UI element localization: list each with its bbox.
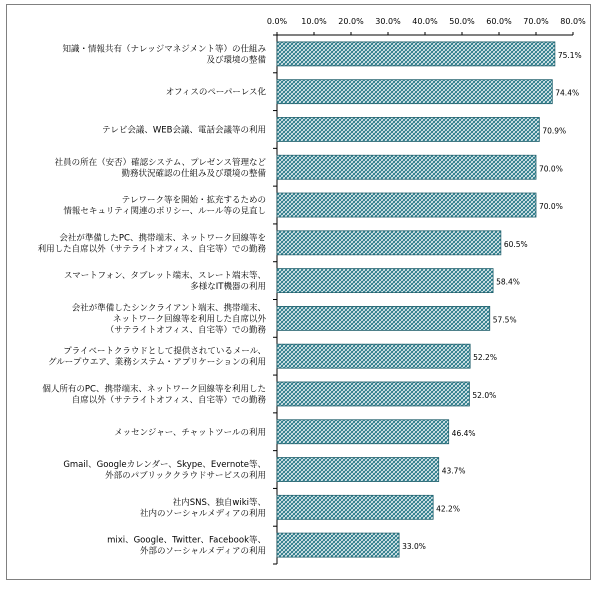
category-label-line: 情報セキュリティ関連のポリシー、ルール等の見直し (63, 206, 266, 217)
category-label-line: 会社が準備したPC、携帯端末、ネットワーク回線等を (59, 233, 266, 244)
value-label: 46.4% (451, 428, 476, 438)
bar (277, 458, 439, 482)
value-label: 43.7% (441, 466, 466, 476)
value-label: 58.4% (496, 277, 520, 287)
category-label (64, 270, 266, 292)
category-label-line: 社員の所在（安否）確認システム、プレゼンス管理など (54, 157, 266, 168)
x-tick-label: 50.0% (449, 17, 475, 26)
bar (277, 231, 501, 255)
category-label-line: プライベートクラウドとして提供されているメール、 (63, 346, 266, 357)
category-label-line: 勤務状況確認の仕組み及び環境の整備 (121, 168, 266, 179)
value-label: 70.0% (539, 164, 563, 174)
category-label (63, 459, 266, 481)
category-label (107, 535, 266, 557)
category-label-line: テレワーク等を開始・拡充するための (121, 195, 266, 206)
x-tick-label: 60.0% (486, 17, 512, 26)
x-tick-label: 30.0% (375, 17, 401, 26)
value-label: 75.1% (557, 50, 582, 60)
category-label (114, 427, 266, 438)
category-label-line: テレビ会議、WEB会議、電話会議等の利用 (102, 125, 266, 136)
category-label (63, 43, 267, 65)
category-label-line: 外部のソーシャルメディアの利用 (139, 546, 266, 557)
bar-layer (38, 42, 582, 557)
category-label-line: メッセンジャー、チャットツールの利用 (114, 427, 266, 438)
bar (277, 495, 433, 519)
bar (277, 533, 399, 557)
x-tick-label: 80.0% (560, 17, 586, 26)
value-label: 74.4% (555, 88, 580, 98)
category-label (55, 157, 267, 179)
category-label (38, 232, 267, 254)
bar (277, 382, 469, 406)
bar (277, 306, 490, 330)
value-label: 60.5% (503, 239, 528, 249)
value-label: 33.0% (402, 542, 426, 552)
category-label-line: Gmail、Googleカレンダー、Skype、Evernote等、 (63, 460, 266, 471)
category-label (48, 346, 266, 368)
category-label-line: 多様なIT機器の利用 (190, 282, 266, 293)
value-label: 70.0% (539, 202, 563, 212)
category-label-line: スマートフォン、タブレット端末、スレート端末等、 (63, 271, 266, 282)
category-label-line: 外部のパブリッククラウドサービスの利用 (105, 471, 266, 482)
x-tick-label: 10.0% (301, 17, 327, 26)
bar (277, 42, 555, 66)
bar (277, 193, 536, 217)
bar (277, 117, 539, 141)
category-label-line: 利用した自席以外（サテライトオフィス、自宅等）での勤務 (37, 244, 266, 255)
bar (277, 269, 493, 293)
value-label: 52.2% (473, 353, 497, 363)
category-label-line: 社内のソーシャルメディアの利用 (139, 508, 266, 519)
category-label-line: オフィスのペーパーレス化 (165, 87, 266, 98)
category-label-line: ネットワーク回線等を利用した自席以外 (112, 314, 266, 325)
category-label-line: （サテライトオフィス、自宅等）での勤務 (105, 325, 266, 336)
x-tick-label: 0.0% (266, 17, 288, 26)
x-tick-label: 70.0% (523, 17, 549, 26)
bar (277, 80, 552, 104)
category-label (63, 195, 266, 217)
x-tick-label: 40.0% (412, 17, 438, 26)
category-label (72, 302, 267, 335)
value-label: 70.9% (542, 126, 567, 136)
category-label-line: 及び環境の整備 (206, 55, 266, 66)
value-label: 42.2% (436, 504, 460, 514)
category-label (140, 497, 266, 519)
category-label-line: mixi、Google、Twitter、Facebook等、 (107, 535, 266, 546)
category-label (102, 124, 266, 135)
category-label-line: 知識・情報共有（ナレッジマネジメント等）の仕組み (62, 44, 266, 55)
category-label-line: 自席以外（サテライトオフィス、自宅等）での勤務 (71, 395, 266, 406)
bar (277, 420, 449, 444)
bar (277, 155, 536, 179)
bar (277, 344, 470, 368)
category-label-line: 社内SNS、独自wiki等、 (172, 497, 266, 508)
value-label: 52.0% (472, 390, 497, 400)
category-label-line: 個人所有のPC、携帯端末、ネットワーク回線等を利用した (42, 384, 266, 395)
category-label-line: 会社が準備したシンクライアント端末、携帯端末、 (71, 303, 266, 314)
category-label (166, 87, 267, 98)
value-label: 57.5% (492, 315, 517, 325)
category-label (42, 383, 266, 405)
x-tick-label: 20.0% (338, 17, 364, 26)
category-label-line: グループウエア、業務システム・アプリケーションの利用 (48, 357, 266, 368)
